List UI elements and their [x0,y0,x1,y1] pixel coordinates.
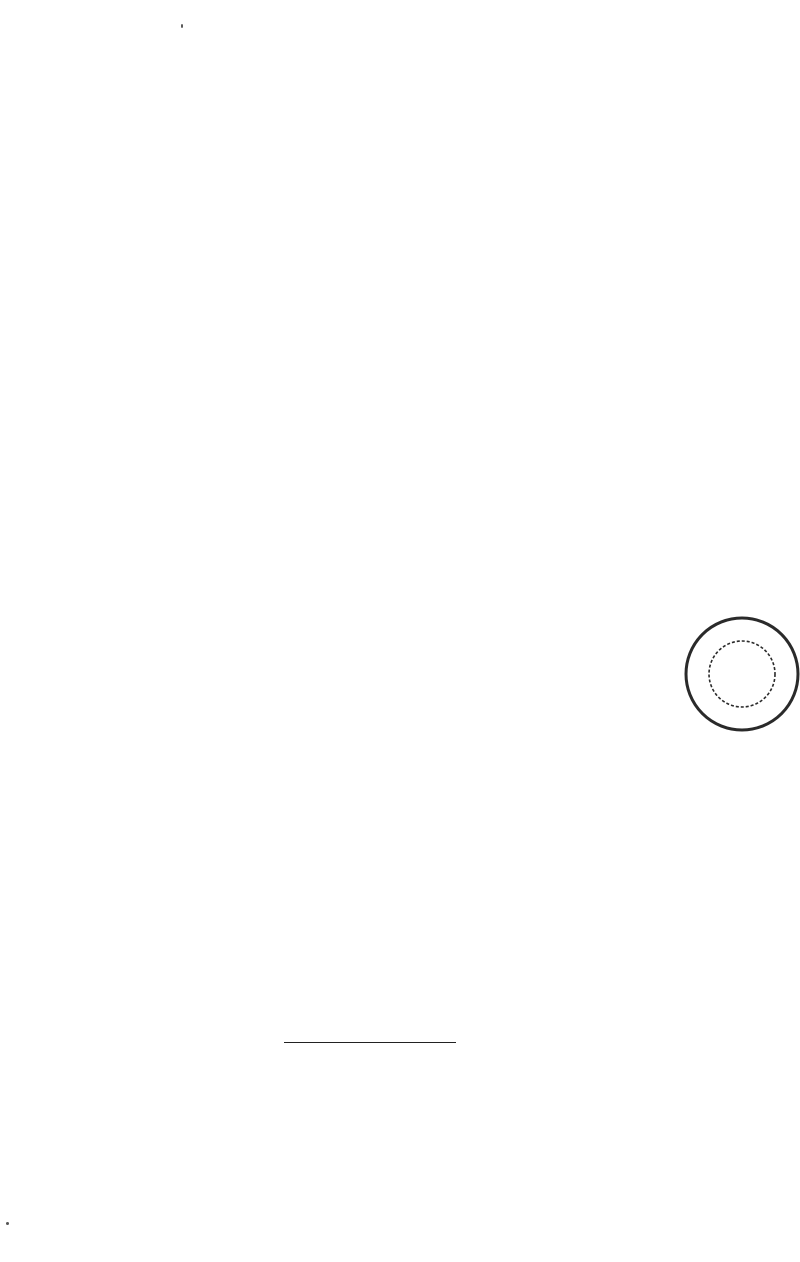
footer-rule [284,1042,456,1043]
paper-speck [181,24,183,28]
library-stamp-icon [682,614,800,734]
paper-speck [6,1222,9,1225]
